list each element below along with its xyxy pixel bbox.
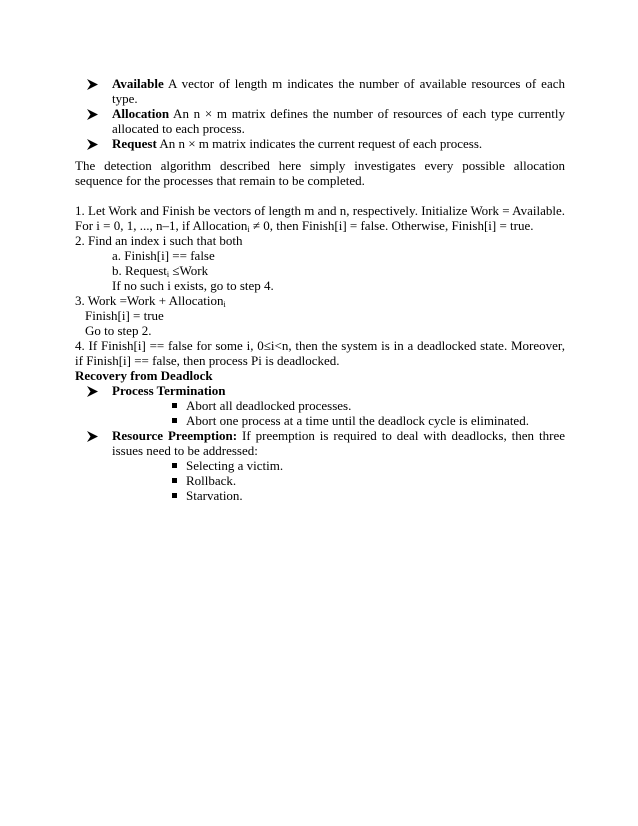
square-bullet-icon xyxy=(172,493,177,498)
term-available: Available xyxy=(112,76,164,91)
step-2c: If no such i exists, go to step 4. xyxy=(112,278,274,293)
square-bullet-icon xyxy=(172,478,177,483)
square-bullet-icon xyxy=(172,418,177,423)
process-termination-item xyxy=(112,383,565,398)
step-2-title: 2. Find an index i such that both xyxy=(75,233,243,248)
definition-text: A vector of length m indicates the number of available resources of each type. xyxy=(112,76,565,106)
arrow-bullet-icon xyxy=(87,108,99,120)
definition-request xyxy=(112,136,565,151)
list-item: Abort one process at a time until the deadlock cycle is eliminated. xyxy=(186,413,565,428)
step-3-line2: Finish[i] = true xyxy=(85,308,164,323)
definition-available xyxy=(112,76,565,106)
list-item: Rollback. xyxy=(186,473,565,488)
resource-preemption-item: Resource Preemption: If preemption is required to deal with deadlocks, then three issues need to be addressed: xyxy=(112,428,565,458)
term-request: Request xyxy=(112,136,157,151)
definition-text: An n × m matrix indicates the current request of each process. xyxy=(156,136,483,151)
recovery-heading: Recovery from Deadlock xyxy=(75,368,213,383)
arrow-bullet-icon xyxy=(87,78,99,90)
page-content xyxy=(75,76,565,503)
step-4: 4. If Finish[i] == false for some i, 0≤i<n, then the system is in a deadlocked state. Moreover, if Finish[i] == false, then process Pi is deadlocked. xyxy=(75,338,565,368)
list-item: Selecting a victim. xyxy=(186,458,565,473)
arrow-bullet-icon xyxy=(87,385,99,397)
step-3-line3: Go to step 2. xyxy=(85,323,152,338)
step-1: 1. Let Work and Finish be vectors of length m and n, respectively. Initialize Work = Available. For i = 0, 1, ..., n–1, if Allocation$_i$ ≠ 0, then Finish[i] = false. Otherwise, Finish[i] = true. xyxy=(75,203,565,234)
list-item: Starvation. xyxy=(186,488,565,503)
square-bullet-icon xyxy=(172,403,177,408)
arrow-bullet-icon xyxy=(87,430,99,442)
step-2b: b. Request$_i$ ≤Work xyxy=(112,263,209,279)
definition-text: An n × m matrix defines the number of resources of each type currently allocated to each process. xyxy=(112,106,565,136)
list-item: Abort all deadlocked processes. xyxy=(186,398,565,413)
arrow-bullet-icon xyxy=(87,138,99,150)
definition-allocation xyxy=(112,106,565,136)
term-resource-preemption: Resource Preemption: xyxy=(112,428,238,443)
step-2a: a. Finish[i] == false xyxy=(112,248,215,263)
step-3: 3. Work =Work + Allocation$_i$ xyxy=(75,293,226,309)
square-bullet-icon xyxy=(172,463,177,468)
term-process-termination: Process Termination xyxy=(112,383,226,398)
intro-paragraph: The detection algorithm described here simply investigates every possible allocation sequence for the processes that remain to be completed. xyxy=(75,158,565,188)
term-allocation: Allocation xyxy=(112,106,170,121)
